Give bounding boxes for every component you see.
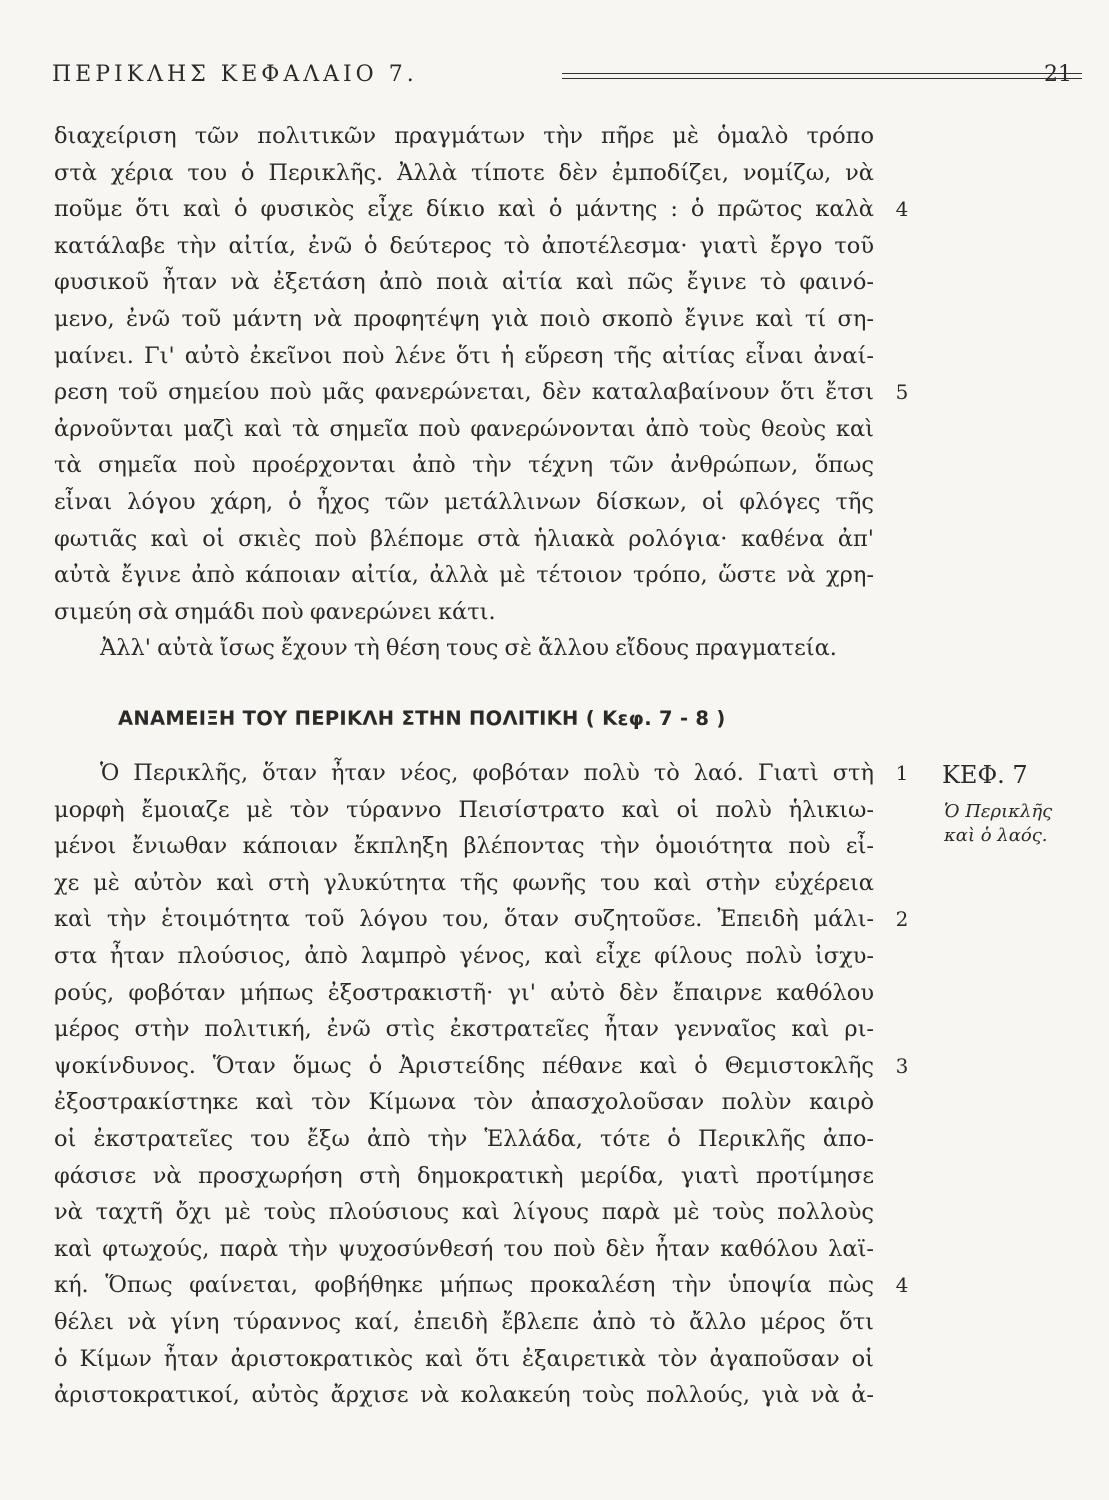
line-number: 4 [895,197,909,222]
text-line: οἱ ἐκστρατεῖες του ἔξω ἀπὸ τὴν Ἑλλάδα, τότε ὁ Περικλῆς ἀπο- [54,1126,874,1152]
text-line: μενο, ἐνῶ τοῦ μάντη νὰ προφητέψη γιὰ ποιὸ σκοπὸ ἔγινε καὶ τί ση- [54,306,874,332]
text-line: μορφὴ ἔμοιαζε μὲ τὸν τύραννο Πεισίστρατο καὶ οἱ πολὺ ἡλικιω- [54,796,874,823]
text-line: στὰ χέρια του ὁ Περικλῆς. Ἀλλὰ τίποτε δὲν ἐμποδίζει, νομίζω, νὰ [54,159,874,186]
page-number: 21 [1044,62,1072,87]
text-line: στα ἦταν πλούσιος, ἀπὸ λαμπρὸ γένος, καὶ εἶχε φίλους πολὺ ἰσχυ- [54,943,874,969]
text-line: Ὁ Περικλῆς, ὅταν ἦταν νέος, φοβόταν πολὺ τὸ λαό. Γιατὶ στὴ [100,760,874,786]
text-line: τὰ σημεῖα ποὺ προέρχονται ἀπὸ τὴν τέχνη τῶν ἀνθρώπων, ὅπως [54,452,874,479]
margin-chapter-heading: ΚΕΦ. 7 [942,761,1028,789]
text-line: ἀριστοκρατικοί, αὐτὸς ἄρχισε νὰ κολακεύη τοὺς πολλούς, γιὰ νὰ ἀ- [54,1382,874,1409]
text-line: κή. Ὅπως φαίνεται, φοβήθηκε μήπως προκαλέση τὴν ὑποψία πὼς [54,1272,874,1299]
text-line: φωτιᾶς καὶ οἱ σκιὲς ποὺ βλέπομε στὰ ἡλιακὰ ρολόγια· καθένα ἀπ' [54,525,874,552]
text-line: Ἀλλ' αὐτὰ ἴσως ἔχουν τὴ θέση τους σὲ ἄλλου εἴδους πραγματεία. [100,635,837,662]
line-number: 1 [895,761,909,785]
margin-subtitle-line: Ὁ Περικλῆς [944,801,1053,822]
line-number: 5 [895,380,909,405]
text-line: σιμεύη σὰ σημάδι ποὺ φανερώνει κάτι. [54,598,496,625]
text-line: ἀρνοῦνται μαζὶ καὶ τὰ σημεῖα ποὺ φανερώνονται ἀπὸ τοὺς θεοὺς καὶ [54,415,874,442]
text-line: ὁ Κίμων ἦταν ἀριστοκρατικὸς καὶ ὅτι ἐξαιρετικὰ τὸν ἀγαποῦσαν οἱ [54,1345,874,1372]
text-line: φυσικοῦ ἦταν νὰ ἐξετάση ἀπὸ ποιὰ αἰτία καὶ πῶς ἔγινε τὸ φαινό- [54,269,874,296]
margin-subtitle-line: καὶ ὁ λαός. [944,825,1048,846]
text-line: κατάλαβε τὴν αἰτία, ἐνῶ ὁ δεύτερος τὸ ἀποτέλεσμα· γιατὶ ἔργο τοῦ [54,232,874,259]
text-line: μαίνει. Γι' αὐτὸ ἐκεῖνοι ποὺ λένε ὅτι ἡ εὕρεση τῆς αἰτίας εἶναι ἀναί- [54,342,874,369]
running-title: ΠΕΡΙΚΛΗΣ ΚΕΦΑΛΑΙΟ 7. [52,62,418,87]
text-line: διαχείριση τῶν πολιτικῶν πραγμάτων τὴν πῆρε μὲ ὁμαλὸ τρόπο [54,123,874,149]
text-line: μένοι ἔνιωθαν κάποιαν ἔκπληξη βλέποντας τὴν ὁμοιότητα ποὺ εἶ- [54,833,874,860]
text-line: ψοκίνδυνος. Ὅταν ὅμως ὁ Ἀριστείδης πέθανε καὶ ὁ Θεμιστοκλῆς [54,1052,874,1079]
line-number: 4 [895,1273,909,1298]
text-line: ρεση τοῦ σημείου ποὺ μᾶς φανερώνεται, δὲν καταλαβαίνουν ὅτι ἔτσι [54,379,874,406]
text-line: αὐτὰ ἔγινε ἀπὸ κάποιαν αἰτία, ἀλλὰ μὲ τέτοιον τρόπο, ὥστε νὰ χρη- [54,562,874,589]
running-header [52,62,1072,98]
text-line: φάσισε νὰ προσχωρήση στὴ δημοκρατικὴ μερίδα, γιατὶ προτίμησε [54,1162,874,1189]
header-rule [562,73,1082,74]
text-line: καὶ φτωχούς, παρὰ τὴν ψυχοσύνθεσή του ποὺ δὲν ἦταν καθόλου λαϊ- [54,1235,874,1262]
line-number: 3 [895,1053,909,1078]
section-heading: ΑΝΑΜΕΙΞΗ ΤΟΥ ΠΕΡΙΚΛΗ ΣΤΗΝ ΠΟΛΙΤΙΚΗ ( Κεφ. 7 - 8 ) [118,707,726,730]
line-number: 2 [895,907,909,932]
text-line: νὰ ταχτῆ ὄχι μὲ τοὺς πλούσιους καὶ λίγους παρὰ μὲ τοὺς πολλοὺς [54,1199,874,1226]
header-rule [562,78,1082,79]
text-line: ποῦμε ὅτι καὶ ὁ φυσικὸς εἶχε δίκιο καὶ ὁ μάντης : ὁ πρῶτος καλὰ [54,196,874,223]
text-line: καὶ τὴν ἑτοιμότητα τοῦ λόγου του, ὅταν συζητοῦσε. Ἐπειδὴ μάλι- [54,906,874,933]
text-line: μέρος στὴν πολιτική, ἐνῶ στὶς ἐκστρατεῖες ἦταν γενναῖος καὶ ρι- [54,1016,874,1043]
text-line: χε μὲ αὐτὸν καὶ στὴ γλυκύτητα τῆς φωνῆς του καὶ στὴν εὐχέρεια [54,869,874,896]
text-line: εἶναι λόγου χάρη, ὁ ἦχος τῶν μετάλλινων δίσκων, οἱ φλόγες τῆς [54,489,874,515]
text-line: ρούς, φοβόταν μήπως ἐξοστρακιστῆ· γι' αὐτὸ δὲν ἔπαιρνε καθόλου [54,979,874,1006]
text-line: ἐξοστρακίστηκε καὶ τὸν Κίμωνα τὸν ἀπασχολοῦσαν πολὺν καιρὸ [54,1089,874,1116]
text-line: θέλει νὰ γίνη τύραννος καί, ἐπειδὴ ἔβλεπε ἀπὸ τὸ ἄλλο μέρος ὅτι [54,1309,874,1335]
